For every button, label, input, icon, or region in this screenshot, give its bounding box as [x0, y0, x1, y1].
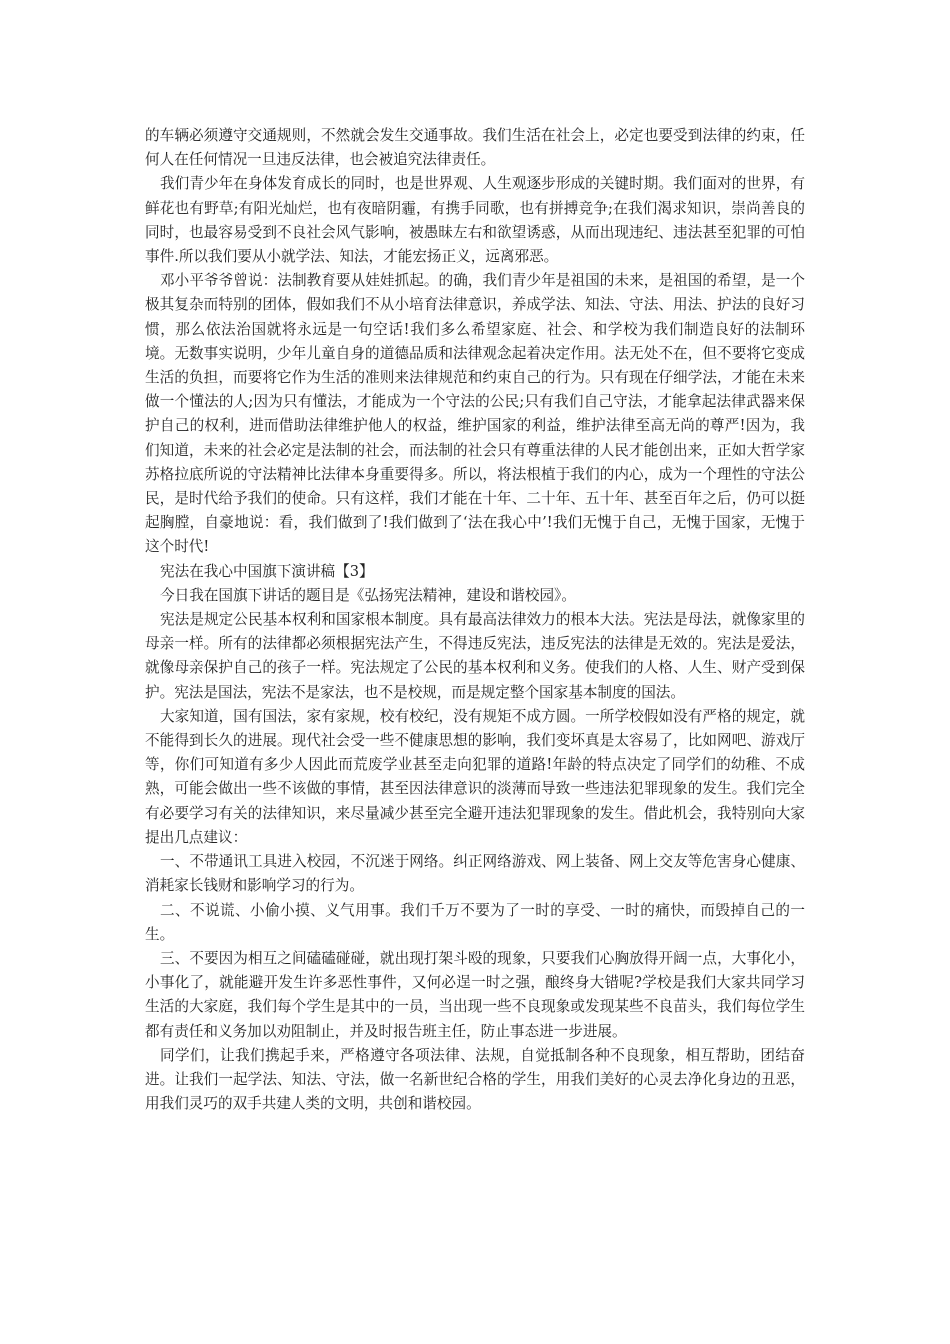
paragraph-1: 的车辆必须遵守交通规则，不然就会发生交通事故。我们生活在社会上，必定也要受到法律的约束，任何人在任何情况一旦违反法律，也会被追究法律责任。	[145, 127, 805, 169]
paragraph-3: 邓小平爷爷曾说：法制教育要从娃娃抓起。的确，我们青少年是祖国的未来，是祖国的希望，是一个极其复杂而特别的团体，假如我们不从小培育法律意识，养成学法、知法、守法、用法、护法的良好习惯，那么依法治国就将永远是一句空话!我们多么希望家庭、社会、和学校为我们制造良好的法制环境。无数事实说明，少年儿童自身的道德品质和法律观念起着决定作用。法无处不在，但不要将它变成生活的负担，而要将它作为生活的准则来法律规范和约束自己的行为。只有现在仔细学法，才能在未来做一个懂法的人;因为只有懂法，才能成为一个守法的公民;只有我们自己守法，才能拿起法律武器来保护自己的权利，进而借助法律维护他人的权益，维护国家的利益，维护法律至高无尚的尊严!因为，我们知道，未来的社会必定是法制的社会，而法制的社会只有尊重法律的人民才能创出来，正如大哲学家苏格拉底所说的守法精神比法律本身重要得多。所以，将法根植于我们的内心，成为一个理性的守法公民，是时代给予我们的使命。只有这样，我们才能在十年、二十年、五十年、甚至百年之后，仍可以挺起胸膛，自豪地说：看，我们做到了!我们做到了‘法在我心中’!我们无愧于自己，无愧于国家，无愧于这个时代!	[145, 272, 805, 556]
document-page	[145, 124, 805, 1116]
suggestion-2: 二、不说谎、小偷小摸、义气用事。我们千万不要为了一时的享受、一时的痛快，而毁掉自己的一生。	[145, 901, 805, 943]
paragraph-6: 大家知道，国有国法，家有家规，校有校纪，没有规矩不成方圆。一所学校假如没有严格的规定，就不能得到长久的进展。现代社会受一些不健康思想的影响，我们变坏真是太容易了，比如网吧、游戏厅等，你们可知道有多少人因此而荒废学业甚至走向犯罪的道路!年龄的特点决定了同学们的幼稚、不成熟，可能会做出一些不该做的事情，甚至因法律意识的淡薄而导致一些违法犯罪现象的发生。我们完全有必要学习有关的法律知识，来尽量减少甚至完全避开违法犯罪现象的发生。借此机会，我特别向大家提出几点建议：	[145, 707, 805, 846]
suggestion-3: 三、不要因为相互之间磕磕碰碰，就出现打架斗殴的现象，只要我们心胸放得开阔一点，大事化小，小事化了，就能避开发生许多恶性事件，又何必逞一时之强，酿终身大错呢?学校是我们大家共同学习生活的大家庭，我们每个学生是其中的一员，当出现一些不良现象或发现某些不良苗头，我们每位学生都有责任和义务加以劝阻制止，并及时报告班主任，防止事态进一步进展。	[145, 949, 805, 1040]
paragraph-4: 今日我在国旗下讲话的题目是《弘扬宪法精神，建设和谐校园》。	[160, 586, 576, 604]
suggestion-1: 一、不带通讯工具进入校园，不沉迷于网络。纠正网络游戏、网上装备、网上交友等危害身心健康、消耗家长钱财和影响学习的行为。	[145, 853, 805, 895]
paragraph-2: 我们青少年在身体发育成长的同时，也是世界观、人生观逐步形成的关键时期。我们面对的世界，有鲜花也有野草;有阳光灿烂，也有夜暗阴霾，有携手同歌，也有拼搏竞争;在我们渴求知识，崇尚善良的同时，也最容易受到不良社会风气影响，被愚昧左右和欲望诱惑，从而出现违纪、违法甚至犯罪的可怕事件.所以我们要从小就学法、知法，才能宏扬正义，远离邪恶。	[145, 175, 805, 266]
paragraph-5: 宪法是规定公民基本权利和国家根本制度。具有最高法律效力的根本大法。宪法是母法，就像家里的母亲一样。所有的法律都必须根据宪法产生，不得违反宪法，违反宪法的法律是无效的。宪法是爱法，就像母亲保护自己的孩子一样。宪法规定了公民的基本权利和义务。使我们的人格、人生、财产受到保护。宪法是国法，宪法不是家法，也不是校规，而是规定整个国家基本制度的国法。	[145, 611, 805, 701]
section-heading: 宪法在我心中国旗下演讲稿【3】	[160, 562, 374, 580]
closing-paragraph: 同学们，让我们携起手来，严格遵守各项法律、法规，自觉抵制各种不良现象，相互帮助，团结奋进。让我们一起学法、知法、守法，做一名新世纪合格的学生，用我们美好的心灵去净化身边的丑恶，用我们灵巧的双手共建人类的文明，共创和谐校园。	[145, 1046, 805, 1113]
